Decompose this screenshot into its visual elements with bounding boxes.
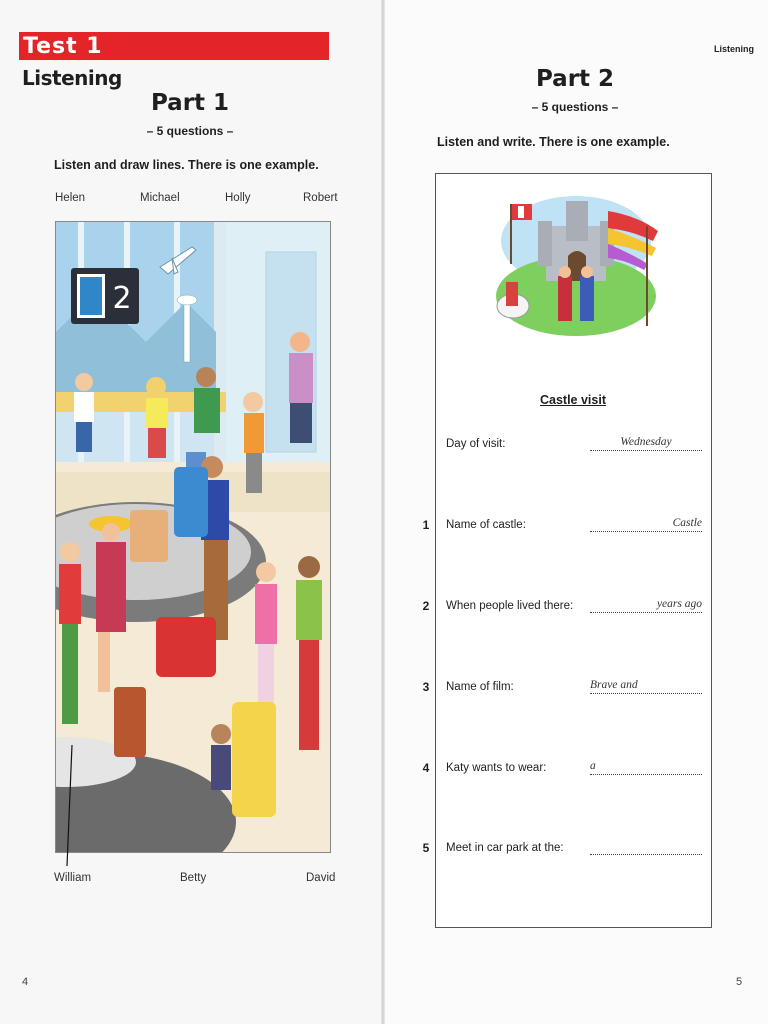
part2-title: Part 2 [535,66,615,92]
question-5-number: 5 [422,841,430,855]
question-2-label: When people lived there: [446,600,574,612]
example-label: Day of visit: [446,438,506,450]
question-2-answer-field[interactable]: years ago [590,598,702,613]
name-label-robert[interactable]: Robert [303,192,338,204]
question-2-number: 2 [422,599,430,613]
page-number-left: 4 [22,976,29,988]
question-1-number: 1 [422,518,430,532]
name-label-david[interactable]: David [306,872,336,884]
part1-instruction: Listen and draw lines. There is one example. [54,158,319,172]
question-3-answer-field[interactable]: Brave and [590,679,702,694]
name-label-betty[interactable]: Betty [180,872,207,884]
name-label-helen[interactable]: Helen [55,192,86,204]
name-label-holly[interactable]: Holly [225,192,251,204]
part2-subtitle: – 5 questions – [531,100,619,114]
gate-number: 2 [112,281,132,316]
section-title: Listening [22,66,122,90]
question-4-label: Katy wants to wear: [446,762,547,774]
part1-subtitle: – 5 questions – [146,124,234,138]
form-title: Castle visit [539,393,606,407]
example-answer: Wednesday [590,436,702,451]
question-4-number: 4 [422,761,430,775]
running-header: Listening [714,44,754,54]
question-3-number: 3 [422,680,430,694]
question-4-answer-field[interactable]: a [590,760,702,775]
question-3-label: Name of film: [446,681,514,693]
test-title: Test 1 [23,34,103,59]
question-5-answer-field[interactable] [590,840,702,855]
page-number-right: 5 [736,976,743,988]
name-label-william[interactable]: William [54,872,92,884]
part1-title: Part 1 [150,90,230,116]
question-5-label: Meet in car park at the: [446,842,564,854]
question-1-answer-field[interactable]: Castle [590,517,702,532]
castle-illustration [488,186,664,346]
question-1-label: Name of castle: [446,519,526,531]
name-label-michael[interactable]: Michael [140,192,180,204]
part2-instruction: Listen and write. There is one example. [437,135,670,149]
